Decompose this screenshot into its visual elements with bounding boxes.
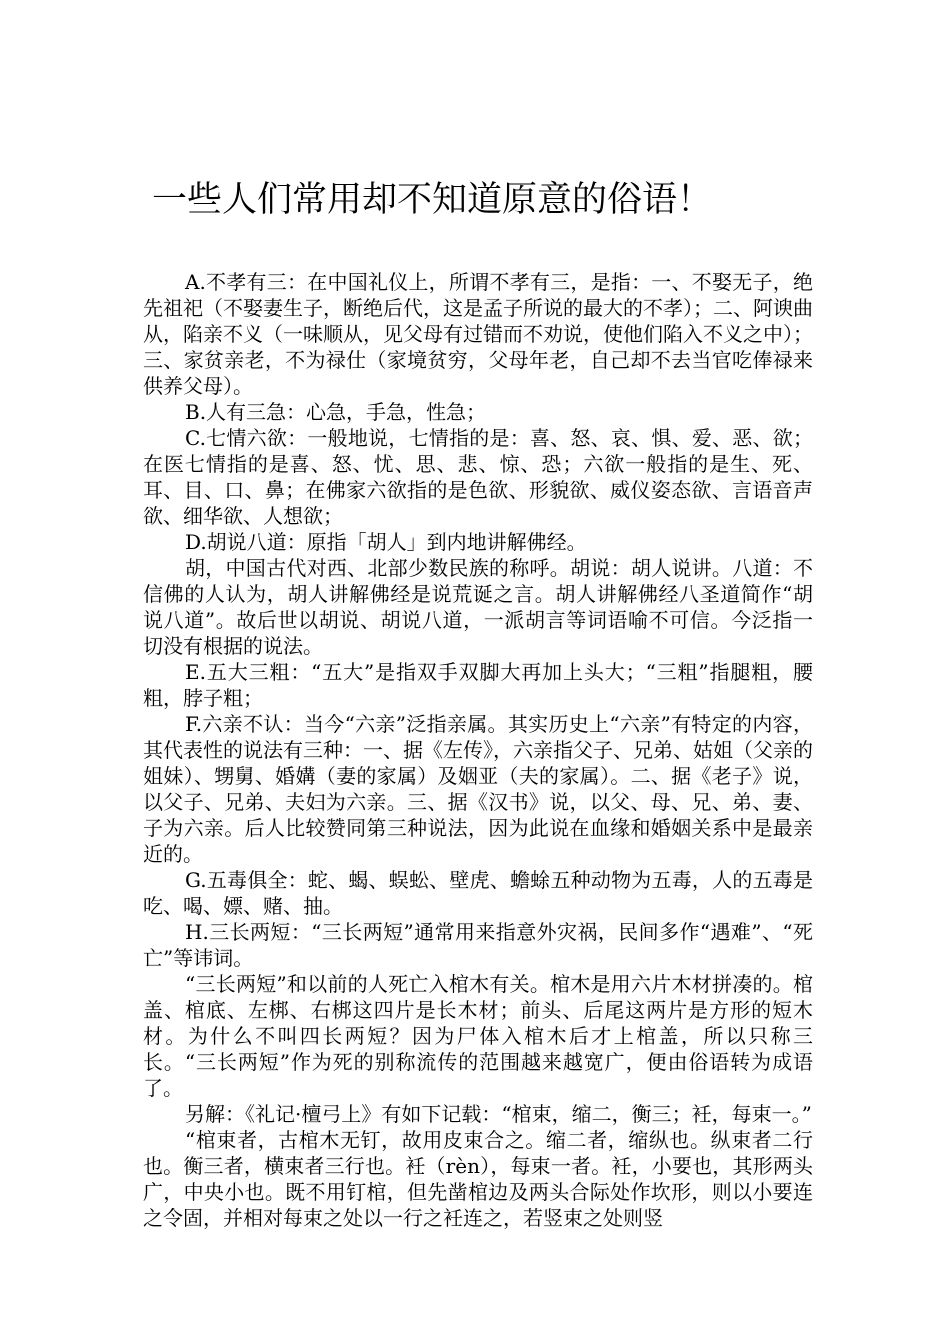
paragraph-g-wu-du-ju-quan: G.五毒俱全：蛇、蝎、蜈蚣、壁虎、蟾蜍五种动物为五毒，人的五毒是吃、喝、嫖、赌、抽。 [143,868,813,918]
paragraph-f-liu-qin-bu-ren: F.六亲不认：当今“六亲”泛指亲属。其实历史上“六亲”有特定的内容，其代表性的说法有三种：一、据《左传》，六亲指父子、兄弟、姑姐（父亲的姐妹）、甥舅、婚媾（妻的家属）及姻亚（夫的家属）。二、据《老子》说，以父子、兄弟、夫妇为六亲。三、据《汉书》说，以父、母、兄、弟、妻、子为六亲。后人比较赞同第三种说法，因为此说在血缘和婚姻关系中是最亲近的。 [143,712,813,866]
paragraph-coffin-explanation: “三长两短”和以前的人死亡入棺木有关。棺木是用六片木材拼凑的。棺盖、棺底、左梆、右梆这四片是长木材；前头、后尾这两片是方形的短木材。为什么不叫四长两短？因为尸体入棺木后才上棺盖，所以只称三长。“三长两短”作为死的别称流传的范围越来越宽广，便由俗语转为成语了。 [143,972,813,1100]
paragraph-guan-shu-commentary: “棺束者，古棺木无钉，故用皮束合之。缩二者，缩纵也。纵束者二行也。衡三者，横束者三行也。衽（rèn），每束一者。衽，小要也，其形两头广，中央小也。既不用钉棺，但先凿棺边及两头合际处作坎形，则以小要连之令固，并相对每束之处以一行之衽连之，若竖束之处则竖 [143,1128,813,1230]
paragraph-h-san-chang-liang-duan: H.三长两短：“三长两短”通常用来指意外灾祸，民间多作“遇难”、“死亡”等讳词。 [143,920,813,970]
paragraph-hu-explanation: 胡，中国古代对西、北部少数民族的称呼。胡说：胡人说讲。八道：不信佛的人认为，胡人讲解佛经是说荒诞之言。胡人讲解佛经八圣道简作“胡说八道”。故后世以胡说、胡说八道，一派胡言等词语喻不可信。今泛指一切没有根据的说法。 [143,556,813,658]
paragraph-d-hu-shuo-ba-dao: D.胡说八道：原指「胡人」到内地讲解佛经。 [185,530,587,554]
document-body [143,269,813,1231]
paragraph-c-qi-qing-liu-yu: C.七情六欲：一般地说，七情指的是：喜、怒、哀、惧、爱、恶、欲；在医七情指的是喜、怒、忧、思、悲、惊、恐；六欲一般指的是生、死、耳、目、口、鼻；在佛家六欲指的是色欲、形貌欲、威仪姿态欲、言语音声欲、细华欲、人想欲； [143,426,813,528]
paragraph-e-wu-da-san-cu: E.五大三粗：“五大”是指双手双脚大再加上头大；“三粗”指腿粗，腰粗，脖子粗； [143,660,813,710]
page-title: 一些人们常用却不知道原意的俗语！ [152,180,713,220]
paragraph-a-bu-xiao-you-san: A.不孝有三：在中国礼仪上，所谓不孝有三，是指：一、不娶无子，绝先祖祀（不娶妻生子，断绝后代，这是孟子所说的最大的不孝）；二、阿谀曲从，陷亲不义（一味顺从，见父母有过错而不劝说，使他们陷入不义之中）；三、家贫亲老，不为禄仕（家境贫穷，父母年老，自己却不去当官吃俸禄来供养父母）。 [143,270,813,398]
paragraph-b-ren-you-san-ji: B.人有三急：心急，手急，性急； [185,400,487,424]
paragraph-li-ji-quote: 另解：《礼记·檀弓上》有如下记载：“棺束，缩二，衡三；衽，每束一。” [185,1102,812,1126]
